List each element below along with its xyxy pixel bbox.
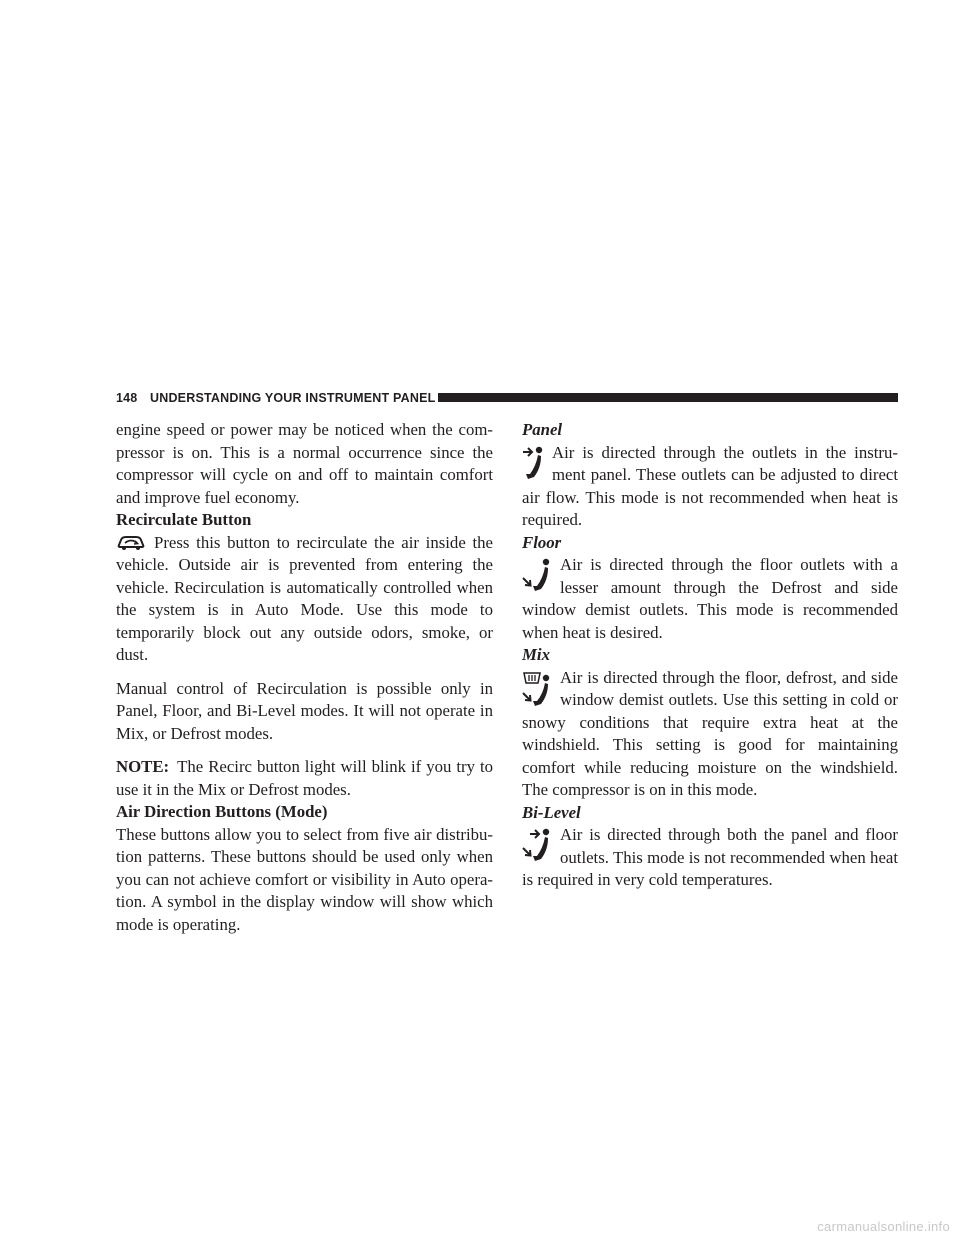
right-column bbox=[522, 419, 898, 892]
mix-heading: Mix bbox=[522, 645, 550, 664]
panel-mode-icon bbox=[522, 444, 544, 484]
panel-heading: Panel bbox=[522, 420, 563, 439]
mix-text: Air is directed through the floor, defrost, and side window demist outlets. Use this setting in cold or snowy conditions that require extra heat at the windshield. This setting is good for maintaining comfort while reducing moisture on the windshield. The compressor is on in this mode. bbox=[522, 667, 898, 799]
section-title: UNDERSTANDING YOUR INSTRUMENT PANEL bbox=[150, 391, 436, 405]
recirculate-text: Press this button to recirculate the air inside the vehicle. Outside air is prevented from entering the vehicle. Recirculation is automatically controlled when the system is in Auto Mode. Use this mode to temporarily block out any outside odors, smoke, or dust. bbox=[116, 532, 493, 664]
bilevel-text: Air is directed through both the panel and floor outlets. This mode is not recommended when heat is required in very cold temperatures. bbox=[522, 825, 898, 889]
note-label: NOTE: bbox=[116, 757, 170, 776]
header-rule-bar bbox=[438, 393, 898, 402]
left-column bbox=[116, 419, 493, 936]
panel-paragraph bbox=[522, 442, 898, 532]
air-direction-heading: Air Direction Buttons (Mode) bbox=[116, 802, 328, 821]
floor-paragraph bbox=[522, 554, 898, 644]
intro-paragraph: engine speed or power may be noticed when the com-pressor is on. This is a normal occurrence since the compressor will cycle on and off to maintain comfort and improve fuel economy. bbox=[116, 420, 493, 507]
page-number: 148 bbox=[116, 391, 138, 405]
recirculate-paragraph bbox=[116, 532, 493, 667]
note-paragraph bbox=[116, 756, 493, 801]
recirculate-heading: Recirculate Button bbox=[116, 510, 252, 529]
bilevel-mode-icon bbox=[522, 826, 552, 868]
floor-heading: Floor bbox=[522, 532, 562, 552]
bilevel-heading: Bi-Level bbox=[522, 802, 581, 822]
floor-mode-icon bbox=[522, 556, 552, 598]
watermark-text: carmanualsonline.info bbox=[817, 1219, 950, 1234]
mix-mode-icon bbox=[522, 669, 552, 711]
bilevel-paragraph bbox=[522, 824, 898, 892]
manual-control-paragraph: Manual control of Recirculation is possible only in Panel, Floor, and Bi-Level modes. It will not operate in Mix, or Defrost modes. bbox=[116, 678, 493, 743]
recirculate-car-icon bbox=[116, 534, 146, 551]
panel-text: Air is directed through the outlets in the instru-ment panel. These outlets can be adjusted to direct air flow. This mode is not recommended when heat is required. bbox=[522, 442, 898, 529]
note-text: The Recirc button light will blink if you try to use it in the Mix or Defrost modes. bbox=[116, 757, 493, 799]
air-direction-paragraph: These buttons allow you to select from five air distribu-tion patterns. These buttons should be used only when you can not achieve comfort or visibility in Auto opera-tion. A symbol in the display window will show which mode is operating. bbox=[116, 824, 493, 934]
mix-paragraph bbox=[522, 667, 898, 802]
page-header bbox=[116, 390, 898, 406]
floor-text: Air is directed through the floor outlets with a lesser amount through the Defrost and side window demist outlets. This mode is recommended when heat is desired. bbox=[522, 555, 898, 642]
